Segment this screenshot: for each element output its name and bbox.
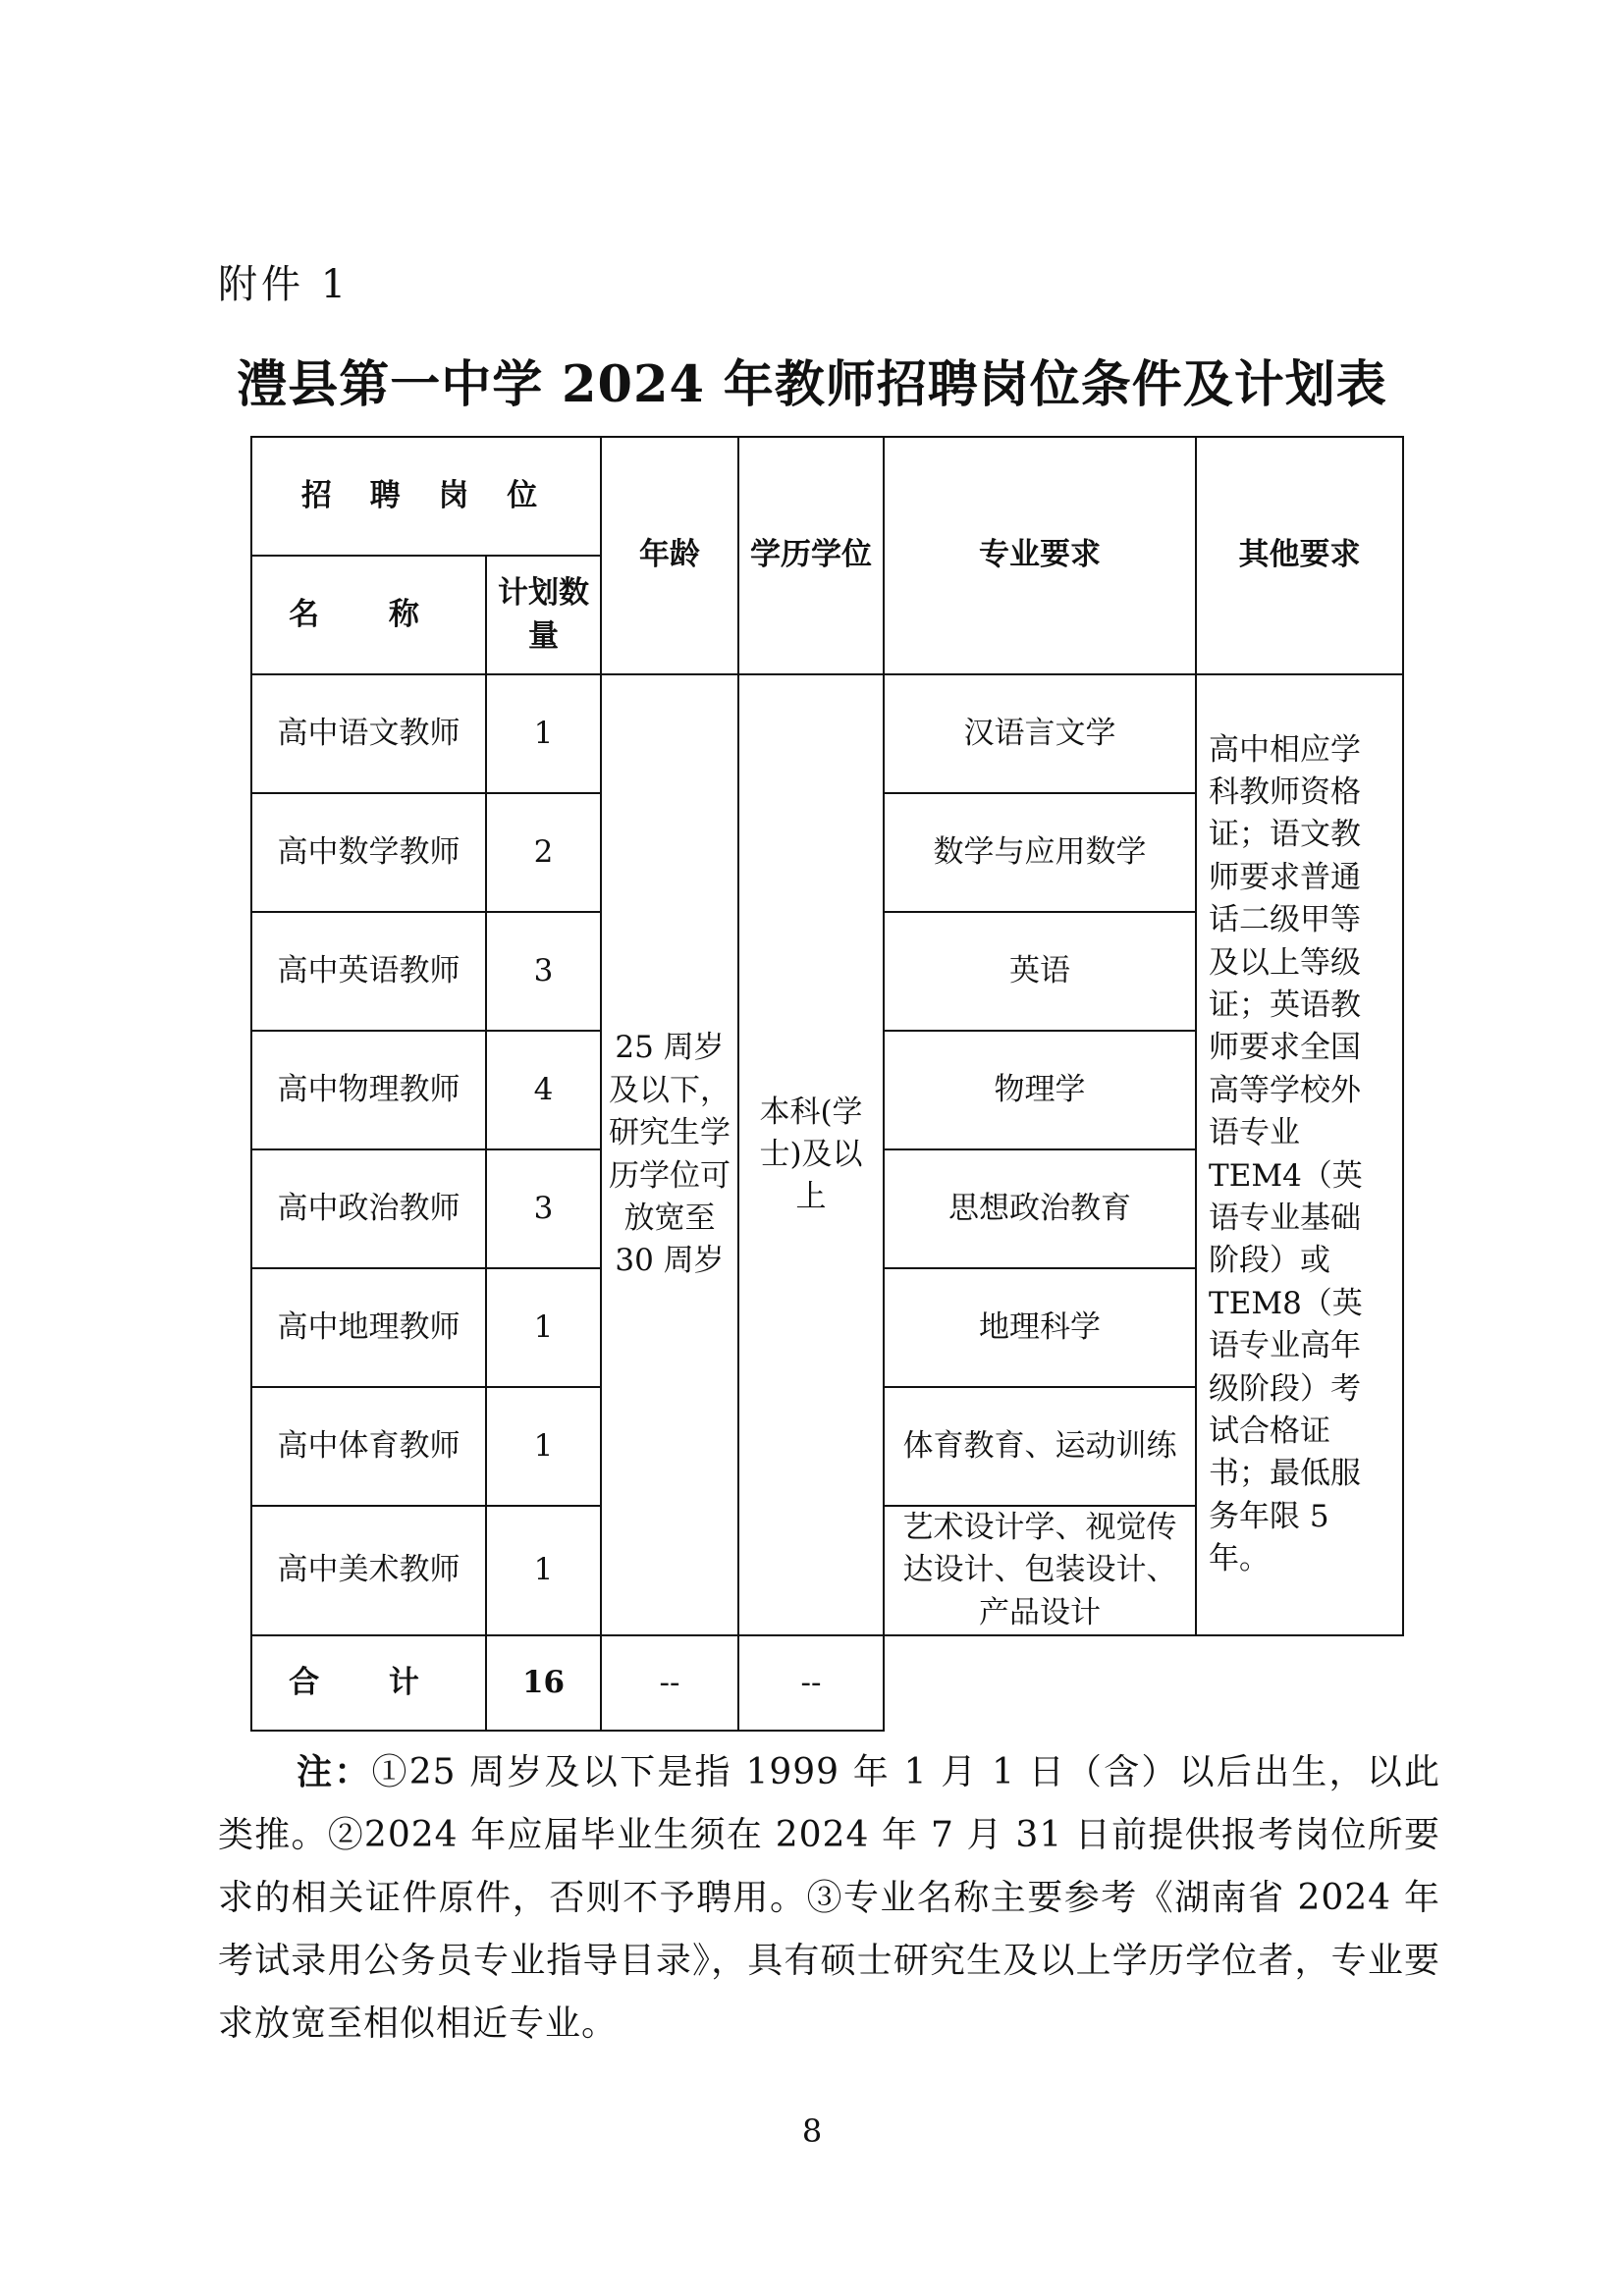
row-name: 高中地理教师 <box>251 1268 486 1387</box>
total-major: -- <box>601 1635 738 1731</box>
header-major: 专业要求 <box>884 437 1196 674</box>
row-major: 思想政治教育 <box>884 1149 1196 1268</box>
row-major: 体育教育、运动训练 <box>884 1387 1196 1506</box>
row-name: 高中语文教师 <box>251 674 486 793</box>
row-name: 高中英语教师 <box>251 912 486 1031</box>
recruitment-table <box>250 436 1404 1732</box>
row-major: 艺术设计学、视觉传达设计、包装设计、产品设计 <box>884 1506 1196 1635</box>
footnote-label: 注： <box>297 1751 372 1792</box>
page-number: 8 <box>801 2112 823 2150</box>
age-requirement: 25 周岁及以下，研究生学历学位可放宽至 30 周岁 <box>601 674 738 1635</box>
total-label: 合 计 <box>251 1635 486 1731</box>
row-major: 汉语言文学 <box>884 674 1196 793</box>
attachment-label: 附件 1 <box>218 262 351 307</box>
row-count: 3 <box>486 1149 601 1268</box>
row-name: 高中数学教师 <box>251 793 486 912</box>
header-education: 学历学位 <box>738 437 884 674</box>
row-count: 2 <box>486 793 601 912</box>
row-major: 物理学 <box>884 1031 1196 1149</box>
education-requirement: 本科(学士)及以上 <box>738 674 884 1635</box>
row-count: 1 <box>486 1387 601 1506</box>
footnote <box>218 1740 1440 2056</box>
header-age: 年龄 <box>601 437 738 674</box>
row-count: 1 <box>486 1268 601 1387</box>
row-count: 4 <box>486 1031 601 1149</box>
footnote-text: ①25 周岁及以下是指 1999 年 1 月 1 日（含）以后出生，以此类推。②2024 年应届毕业生须在 2024 年 7 月 31 日前提供报考岗位所要求的相关证件原件，否则不予聘用。③专业名称主要参考《湖南省 2024 年考试录用公务员专业指导目录》，具有硕士研究生及以上学历学位者，专业要求放宽至相似相近专业。 <box>218 1752 1440 2044</box>
header-name: 名 称 <box>251 556 486 674</box>
header-position: 招 聘 岗 位 <box>251 437 601 556</box>
row-count: 1 <box>486 1506 601 1635</box>
row-name: 高中物理教师 <box>251 1031 486 1149</box>
page-title: 澧县第一中学 2024 年教师招聘岗位条件及计划表 <box>237 355 1387 414</box>
row-count: 1 <box>486 674 601 793</box>
total-count: 16 <box>486 1635 601 1731</box>
other-requirement: 高中相应学科教师资格证；语文教师要求普通话二级甲等及以上等级证；英语教师要求全国高等学校外语专业 TEM4（英语专业基础阶段）或 TEM8（英语专业高年级阶段）考试合格证书；最低服务年限 5 年。 <box>1196 674 1403 1635</box>
row-name: 高中体育教师 <box>251 1387 486 1506</box>
header-plan-count: 计划数量 <box>486 556 601 674</box>
row-name: 高中政治教师 <box>251 1149 486 1268</box>
header-other: 其他要求 <box>1196 437 1403 674</box>
row-major: 英语 <box>884 912 1196 1031</box>
row-count: 3 <box>486 912 601 1031</box>
total-other: -- <box>738 1635 884 1731</box>
row-major: 数学与应用数学 <box>884 793 1196 912</box>
row-major: 地理科学 <box>884 1268 1196 1387</box>
row-name: 高中美术教师 <box>251 1506 486 1635</box>
